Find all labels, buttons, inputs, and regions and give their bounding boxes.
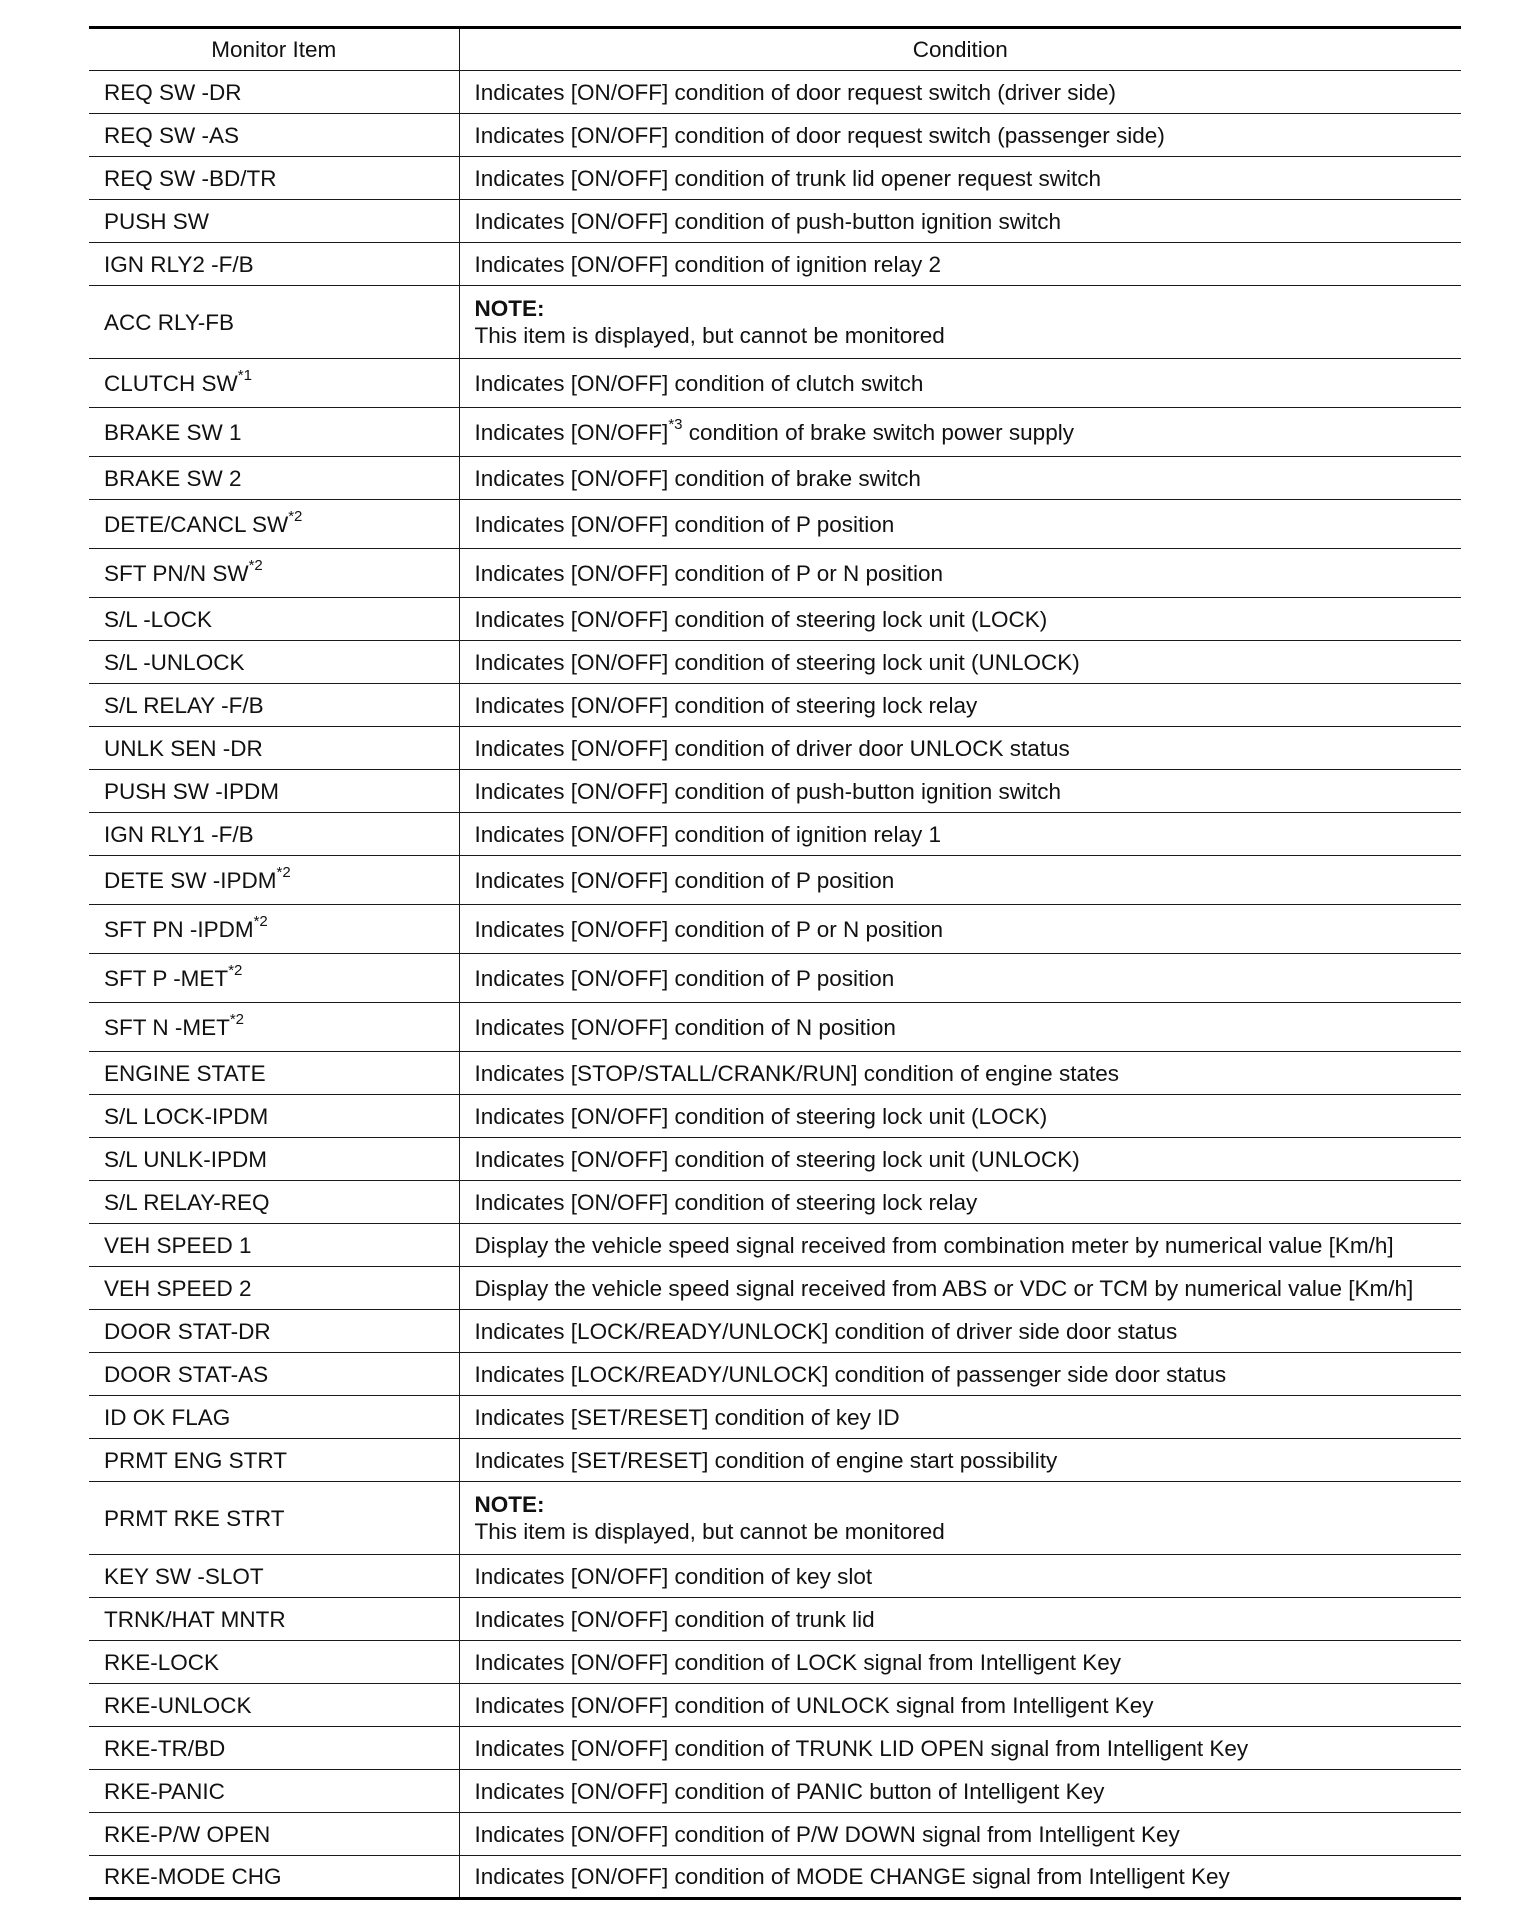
table-row [89, 1684, 1461, 1727]
monitor-item-cell [89, 1095, 459, 1138]
monitor-item-cell [89, 408, 459, 457]
table-row [89, 684, 1461, 727]
condition-cell [459, 1353, 1461, 1396]
table-row [89, 1727, 1461, 1770]
condition-cell [459, 1641, 1461, 1684]
table-row [89, 1095, 1461, 1138]
monitor-item-cell [89, 500, 459, 549]
condition-cell [459, 1856, 1461, 1899]
monitor-item-cell [89, 905, 459, 954]
monitor-item-cell [89, 200, 459, 243]
monitor-item-name: SFT PN/N SW [104, 560, 249, 586]
condition-cell [459, 954, 1461, 1003]
monitor-item-name: S/L LOCK-IPDM [104, 1103, 269, 1129]
table-row [89, 71, 1461, 114]
condition-text: Indicates [ON/OFF] [474, 419, 669, 445]
monitor-item-cell [89, 157, 459, 200]
condition-text: Indicates [ON/OFF] condition of push-button ignition switch [474, 778, 1062, 804]
condition-cell [459, 457, 1461, 500]
monitor-item-name: UNLK SEN -DR [104, 735, 263, 761]
table-row [89, 641, 1461, 684]
table-row [89, 114, 1461, 157]
monitor-item-cell [89, 1727, 459, 1770]
monitor-item-name: S/L RELAY-REQ [104, 1189, 270, 1215]
table-row [89, 500, 1461, 549]
monitor-item-cell [89, 549, 459, 598]
condition-cell [459, 1003, 1461, 1052]
monitor-item-cell [89, 1482, 459, 1555]
condition-text: Indicates [ON/OFF] condition of steering lock unit (UNLOCK) [474, 649, 1080, 675]
condition-text: Indicates [ON/OFF] condition of P/W DOWN signal from Intelligent Key [474, 1821, 1180, 1847]
header-condition: Condition [459, 28, 1461, 71]
monitor-item-name: PUSH SW -IPDM [104, 778, 280, 804]
table-row [89, 1224, 1461, 1267]
condition-text: Display the vehicle speed signal received from ABS or VDC or TCM by numerical value [Km/h] [474, 1275, 1414, 1301]
condition-text: Indicates [SET/RESET] condition of key ID [474, 1404, 900, 1430]
table-row [89, 1310, 1461, 1353]
monitor-item-name: RKE-TR/BD [104, 1735, 226, 1761]
condition-cell [459, 1555, 1461, 1598]
monitor-item-name: DETE/CANCL SW [104, 511, 289, 537]
monitor-item-cell [89, 1310, 459, 1353]
monitor-item-name: TRNK/HAT MNTR [104, 1606, 286, 1632]
condition-text: Indicates [ON/OFF] condition of LOCK signal from Intelligent Key [474, 1649, 1122, 1675]
monitor-item-name: S/L RELAY -F/B [104, 692, 264, 718]
condition-cell [459, 1396, 1461, 1439]
condition-text: Indicates [ON/OFF] condition of door request switch (passenger side) [474, 122, 1165, 148]
condition-cell [459, 114, 1461, 157]
condition-cell [459, 1095, 1461, 1138]
table-row [89, 1641, 1461, 1684]
table-row [89, 856, 1461, 905]
monitor-item-name: SFT PN -IPDM [104, 916, 254, 942]
condition-cell [459, 1052, 1461, 1095]
monitor-item-cell [89, 770, 459, 813]
footnote-marker: *1 [237, 367, 252, 384]
table-row [89, 905, 1461, 954]
monitor-item-name: VEH SPEED 2 [104, 1275, 252, 1301]
condition-text: Indicates [ON/OFF] condition of steering lock unit (UNLOCK) [474, 1146, 1080, 1172]
condition-text: Indicates [LOCK/READY/UNLOCK] condition of driver side door status [474, 1318, 1178, 1344]
condition-cell [459, 684, 1461, 727]
monitor-item-cell [89, 856, 459, 905]
table-row [89, 813, 1461, 856]
monitor-item-name: IGN RLY2 -F/B [104, 251, 254, 277]
table-row [89, 727, 1461, 770]
table-row [89, 1353, 1461, 1396]
condition-text: Indicates [ON/OFF] condition of trunk lid [474, 1606, 875, 1632]
table-row [89, 1482, 1461, 1555]
condition-text: Indicates [SET/RESET] condition of engine start possibility [474, 1447, 1058, 1473]
monitor-item-cell [89, 598, 459, 641]
table-row [89, 457, 1461, 500]
condition-cell [459, 1439, 1461, 1482]
condition-cell [459, 286, 1461, 359]
condition-cell [459, 905, 1461, 954]
monitor-item-cell [89, 954, 459, 1003]
monitor-item-cell [89, 1224, 459, 1267]
footnote-marker: *2 [229, 1011, 245, 1028]
monitor-item-cell [89, 1439, 459, 1482]
monitor-item-name: RKE-LOCK [104, 1649, 220, 1675]
table-row [89, 1267, 1461, 1310]
monitor-item-name: RKE-P/W OPEN [104, 1821, 271, 1847]
table-row [89, 157, 1461, 200]
condition-cell [459, 1598, 1461, 1641]
condition-text: Indicates [STOP/STALL/CRANK/RUN] condition of engine states [474, 1060, 1119, 1086]
table-row [89, 770, 1461, 813]
condition-text: Indicates [ON/OFF] condition of steering lock unit (LOCK) [474, 606, 1048, 632]
condition-text: Indicates [ON/OFF] condition of P position [474, 965, 895, 991]
condition-text: Indicates [ON/OFF] condition of UNLOCK signal from Intelligent Key [474, 1692, 1154, 1718]
condition-cell [459, 200, 1461, 243]
condition-cell [459, 1727, 1461, 1770]
monitor-item-name: RKE-PANIC [104, 1778, 225, 1804]
monitor-item-name: PRMT ENG STRT [104, 1447, 287, 1473]
condition-cell [459, 1181, 1461, 1224]
condition-cell [459, 1310, 1461, 1353]
monitor-item-name: RKE-UNLOCK [104, 1692, 252, 1718]
monitor-item-cell [89, 286, 459, 359]
condition-text: Indicates [ON/OFF] condition of trunk lid opener request switch [474, 165, 1102, 191]
monitor-item-cell [89, 1555, 459, 1598]
note-label: NOTE: [474, 1492, 545, 1517]
note-text: This item is displayed, but cannot be monitored [474, 323, 945, 348]
condition-text: Indicates [ON/OFF] condition of key slot [474, 1563, 873, 1589]
monitor-item-name: BRAKE SW 1 [104, 419, 242, 445]
monitor-item-cell [89, 71, 459, 114]
monitor-item-cell [89, 1813, 459, 1856]
monitor-item-name: S/L -UNLOCK [104, 649, 245, 675]
footnote-marker: *2 [253, 913, 268, 930]
monitor-item-name: ACC RLY-FB [104, 309, 235, 335]
condition-cell [459, 727, 1461, 770]
condition-text: Indicates [ON/OFF] condition of steering lock unit (LOCK) [474, 1103, 1048, 1129]
monitor-item-cell [89, 641, 459, 684]
condition-text: Indicates [ON/OFF] condition of clutch switch [474, 370, 924, 396]
monitor-item-name: RKE-MODE CHG [104, 1864, 282, 1889]
monitor-item-cell [89, 457, 459, 500]
table-row [89, 954, 1461, 1003]
monitor-item-cell [89, 243, 459, 286]
monitor-item-cell [89, 1396, 459, 1439]
monitor-item-name: REQ SW -BD/TR [104, 165, 277, 191]
footnote-marker: *2 [288, 508, 303, 525]
monitor-item-name: S/L UNLK-IPDM [104, 1146, 267, 1172]
table-row [89, 286, 1461, 359]
condition-cell [459, 598, 1461, 641]
monitor-item-cell [89, 1003, 459, 1052]
condition-text-continued: condition of brake switch power supply [682, 419, 1074, 445]
table-row [89, 243, 1461, 286]
condition-text: Indicates [ON/OFF] condition of P position [474, 867, 895, 893]
table-row [89, 408, 1461, 457]
condition-cell [459, 359, 1461, 408]
condition-text: Indicates [ON/OFF] condition of brake switch [474, 465, 921, 491]
table-row [89, 1598, 1461, 1641]
footnote-marker: *3 [668, 416, 683, 433]
monitor-item-cell [89, 359, 459, 408]
table-row [89, 1813, 1461, 1856]
condition-cell [459, 71, 1461, 114]
monitor-item-name: PUSH SW [104, 208, 210, 234]
condition-cell [459, 1813, 1461, 1856]
condition-text: Indicates [ON/OFF] condition of steering lock relay [474, 1189, 978, 1215]
footnote-marker: *2 [248, 557, 263, 574]
monitor-item-cell [89, 1267, 459, 1310]
condition-text: Indicates [ON/OFF] condition of TRUNK LID OPEN signal from Intelligent Key [474, 1735, 1249, 1761]
table-row [89, 1856, 1461, 1899]
condition-cell [459, 1770, 1461, 1813]
condition-text: Indicates [LOCK/READY/UNLOCK] condition of passenger side door status [474, 1361, 1227, 1387]
condition-text: Indicates [ON/OFF] condition of P or N position [474, 916, 944, 942]
condition-text: Indicates [ON/OFF] condition of MODE CHANGE signal from Intelligent Key [474, 1864, 1230, 1889]
table-row [89, 1138, 1461, 1181]
table-row [89, 359, 1461, 408]
monitor-item-cell [89, 1353, 459, 1396]
monitor-item-name: SFT P -MET [104, 965, 229, 991]
table-row [89, 1181, 1461, 1224]
condition-cell [459, 157, 1461, 200]
footnote-marker: *2 [276, 864, 291, 881]
monitor-item-cell [89, 1598, 459, 1641]
table-row [89, 1439, 1461, 1482]
condition-text: Indicates [ON/OFF] condition of driver door UNLOCK status [474, 735, 1070, 761]
table-row [89, 598, 1461, 641]
condition-cell [459, 1482, 1461, 1555]
table-row [89, 1770, 1461, 1813]
condition-cell [459, 813, 1461, 856]
condition-cell [459, 1224, 1461, 1267]
monitor-item-cell [89, 1684, 459, 1727]
table-header-row [89, 28, 1461, 71]
condition-cell [459, 1684, 1461, 1727]
monitor-item-cell [89, 1138, 459, 1181]
monitor-item-cell [89, 684, 459, 727]
monitor-item-cell [89, 1856, 459, 1899]
condition-cell [459, 549, 1461, 598]
table-row [89, 549, 1461, 598]
monitor-item-name: REQ SW -AS [104, 122, 240, 148]
monitor-item-cell [89, 1052, 459, 1095]
condition-text: Indicates [ON/OFF] condition of PANIC button of Intelligent Key [474, 1778, 1105, 1804]
monitor-item-name: DETE SW -IPDM [104, 867, 277, 893]
monitor-item-name: BRAKE SW 2 [104, 465, 242, 491]
monitor-item-cell [89, 813, 459, 856]
monitor-item-name: DOOR STAT-DR [104, 1318, 271, 1344]
monitor-item-name: DOOR STAT-AS [104, 1361, 269, 1387]
monitor-item-cell [89, 1770, 459, 1813]
monitor-item-name: REQ SW -DR [104, 79, 242, 105]
condition-cell [459, 1138, 1461, 1181]
condition-cell [459, 856, 1461, 905]
monitor-item-cell [89, 114, 459, 157]
condition-cell [459, 1267, 1461, 1310]
condition-cell [459, 243, 1461, 286]
monitor-item-name: IGN RLY1 -F/B [104, 821, 254, 847]
table-row [89, 200, 1461, 243]
monitor-item-name: KEY SW -SLOT [104, 1563, 264, 1589]
monitor-item-name: ID OK FLAG [104, 1404, 231, 1430]
condition-text: Indicates [ON/OFF] condition of ignition relay 1 [474, 821, 941, 847]
table-row [89, 1396, 1461, 1439]
table-row [89, 1003, 1461, 1052]
condition-text: Indicates [ON/OFF] condition of P or N position [474, 560, 944, 586]
condition-text: Display the vehicle speed signal received from combination meter by numerical value [Km/h] [474, 1232, 1394, 1258]
monitor-item-cell [89, 727, 459, 770]
condition-text: Indicates [ON/OFF] condition of steering lock relay [474, 692, 978, 718]
monitor-item-cell [89, 1641, 459, 1684]
monitor-item-cell [89, 1181, 459, 1224]
monitor-item-name: S/L -LOCK [104, 606, 212, 632]
condition-text: Indicates [ON/OFF] condition of ignition relay 2 [474, 251, 941, 277]
monitor-item-name: PRMT RKE STRT [104, 1505, 285, 1531]
condition-cell [459, 408, 1461, 457]
monitor-item-name: CLUTCH SW [104, 370, 238, 396]
header-monitor-item: Monitor Item [89, 28, 459, 71]
monitor-item-name: ENGINE STATE [104, 1060, 266, 1086]
table-row [89, 1052, 1461, 1095]
condition-cell [459, 770, 1461, 813]
table-row [89, 1555, 1461, 1598]
footnote-marker: *2 [228, 962, 243, 979]
note-text: This item is displayed, but cannot be monitored [474, 1519, 945, 1544]
condition-cell [459, 641, 1461, 684]
condition-cell [459, 500, 1461, 549]
condition-text: Indicates [ON/OFF] condition of push-button ignition switch [474, 208, 1062, 234]
monitor-item-table [89, 26, 1461, 1900]
condition-text: Indicates [ON/OFF] condition of door request switch (driver side) [474, 79, 1117, 105]
monitor-item-name: VEH SPEED 1 [104, 1232, 252, 1258]
condition-text: Indicates [ON/OFF] condition of P position [474, 511, 895, 537]
note-label: NOTE: [474, 296, 545, 321]
monitor-item-name: SFT N -MET [104, 1014, 230, 1040]
condition-text: Indicates [ON/OFF] condition of N position [474, 1014, 896, 1040]
